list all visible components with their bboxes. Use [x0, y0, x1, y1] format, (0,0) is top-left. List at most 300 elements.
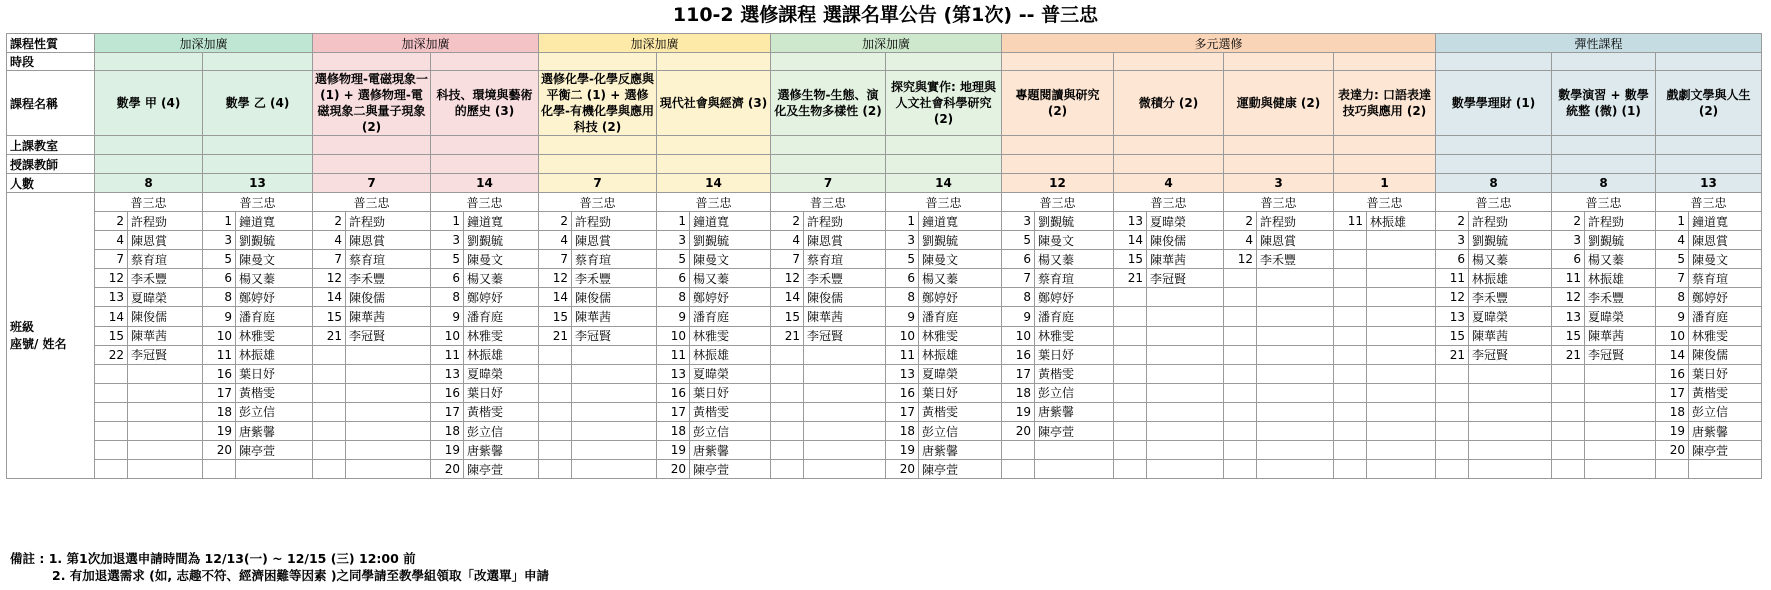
- seat-number: 15: [1436, 326, 1469, 345]
- room-cell: [95, 136, 203, 155]
- seat-number: 6: [1552, 250, 1585, 269]
- seat-number: [1114, 422, 1147, 441]
- student-name: 蔡育瑄: [1689, 269, 1762, 288]
- student-name: 葉日妤: [236, 364, 313, 383]
- class-label: 普三忠: [539, 193, 657, 212]
- student-name: 陳亭萱: [1689, 441, 1762, 460]
- seat-number: 1: [203, 212, 236, 231]
- seat-number: 8: [203, 288, 236, 307]
- table-row: [7, 460, 1762, 479]
- student-name: 陳曼文: [1035, 231, 1114, 250]
- student-name: [128, 460, 203, 479]
- student-name: 劉覲毓: [1585, 231, 1656, 250]
- student-name: 劉覲毓: [919, 231, 1002, 250]
- class-label: 普三忠: [203, 193, 313, 212]
- seat-number: [1334, 441, 1367, 460]
- student-name: [1147, 345, 1224, 364]
- seat-number: 16: [203, 364, 236, 383]
- student-name: [804, 402, 886, 421]
- student-name: [1585, 364, 1656, 383]
- student-count: 7: [313, 174, 431, 193]
- student-name: [1367, 441, 1436, 460]
- student-name: 林振雄: [690, 345, 771, 364]
- seat-number: 13: [431, 364, 464, 383]
- student-name: 林雅雯: [1035, 326, 1114, 345]
- seat-number: [313, 383, 346, 402]
- seat-number: 2: [1436, 212, 1469, 231]
- course-name: 選修化學-化學反應與平衡二 (1) + 選修化學-有機化學與應用科技 (2): [539, 71, 657, 136]
- student-name: [1035, 441, 1114, 460]
- student-name: [804, 345, 886, 364]
- student-name: 黃楷雯: [1689, 383, 1762, 402]
- student-name: [1367, 364, 1436, 383]
- student-name: 陳華茜: [1585, 326, 1656, 345]
- student-name: [1257, 383, 1334, 402]
- room-cell: [1552, 136, 1656, 155]
- room-cell: [1224, 136, 1334, 155]
- row-header-teacher: 授課教師: [7, 155, 95, 174]
- room-cell: [313, 136, 431, 155]
- seat-number: 3: [1002, 212, 1035, 231]
- student-name: [1147, 422, 1224, 441]
- class-label: 普三忠: [886, 193, 1002, 212]
- class-label: 普三忠: [1552, 193, 1656, 212]
- seat-number: 21: [313, 326, 346, 345]
- student-name: 黃楷雯: [919, 402, 1002, 421]
- seat-number: [1334, 231, 1367, 250]
- teacher-cell: [1436, 155, 1552, 174]
- student-name: 鄭婷妤: [919, 288, 1002, 307]
- period-cell: [95, 53, 203, 71]
- student-name: 李禾豐: [346, 269, 431, 288]
- student-name: [346, 364, 431, 383]
- student-name: 潘育庭: [690, 307, 771, 326]
- student-name: [572, 422, 657, 441]
- seat-number: [1436, 460, 1469, 479]
- student-name: [1147, 326, 1224, 345]
- seat-number: 21: [539, 326, 572, 345]
- course-name: 運動與健康 (2): [1224, 71, 1334, 136]
- student-name: 鐘道寬: [236, 212, 313, 231]
- seat-number: 20: [203, 441, 236, 460]
- seat-number: 12: [1436, 288, 1469, 307]
- seat-number: [1436, 364, 1469, 383]
- student-name: 潘育庭: [464, 307, 539, 326]
- seat-number: 17: [203, 383, 236, 402]
- seat-number: 17: [657, 402, 690, 421]
- seat-number: 16: [431, 383, 464, 402]
- course-name: 科技、環境與藝術的歷史 (3): [431, 71, 539, 136]
- course-name: 選修生物-生態、演化及生物多樣性 (2): [771, 71, 886, 136]
- student-name: 潘育庭: [919, 307, 1002, 326]
- student-name: 黃楷雯: [464, 402, 539, 421]
- seat-number: 11: [203, 345, 236, 364]
- course-category: 彈性課程: [1436, 34, 1762, 53]
- seat-number: 12: [313, 269, 346, 288]
- student-name: 陳俊儒: [804, 288, 886, 307]
- student-name: [1147, 402, 1224, 421]
- seat-number: 9: [203, 307, 236, 326]
- student-count: 7: [771, 174, 886, 193]
- student-name: 陳恩賞: [1689, 231, 1762, 250]
- student-name: 李禾豐: [804, 269, 886, 288]
- seat-number: 18: [203, 402, 236, 421]
- student-count: 8: [1436, 174, 1552, 193]
- student-count: 13: [203, 174, 313, 193]
- course-name: 戲劇文學與人生 (2): [1656, 71, 1762, 136]
- student-name: [1147, 460, 1224, 479]
- seat-number: 14: [771, 288, 804, 307]
- seat-number: [313, 402, 346, 421]
- seat-number: 4: [95, 231, 128, 250]
- teacher-cell: [1224, 155, 1334, 174]
- student-name: 劉覲毓: [236, 231, 313, 250]
- student-name: [1035, 460, 1114, 479]
- seat-number: [313, 364, 346, 383]
- student-name: [1367, 422, 1436, 441]
- page-title: 110-2 選修課程 選課名單公告 (第1次) -- 普三忠: [672, 4, 1099, 26]
- student-name: [804, 364, 886, 383]
- seat-number: 4: [771, 231, 804, 250]
- seat-number: [1552, 441, 1585, 460]
- seat-number: 8: [886, 288, 919, 307]
- seat-number: 20: [1002, 422, 1035, 441]
- seat-number: 14: [539, 288, 572, 307]
- row-header-students: 班級 座號/ 姓名: [7, 193, 95, 479]
- course-category: 多元選修: [1002, 34, 1436, 53]
- seat-number: 19: [1656, 422, 1689, 441]
- seat-number: 20: [657, 460, 690, 479]
- student-name: 潘育庭: [1689, 307, 1762, 326]
- student-name: 陳恩賞: [1257, 231, 1334, 250]
- student-name: 李冠賢: [1585, 345, 1656, 364]
- student-name: [572, 345, 657, 364]
- student-name: 黃楷雯: [1035, 364, 1114, 383]
- seat-number: [539, 383, 572, 402]
- student-name: 李冠賢: [346, 326, 431, 345]
- seat-number: 1: [1656, 212, 1689, 231]
- student-count: 14: [431, 174, 539, 193]
- seat-number: [539, 460, 572, 479]
- student-name: [1367, 345, 1436, 364]
- seat-number: [1436, 441, 1469, 460]
- seat-number: 9: [431, 307, 464, 326]
- student-name: [1367, 269, 1436, 288]
- student-name: 彭立信: [236, 402, 313, 421]
- seat-number: 12: [771, 269, 804, 288]
- period-cell: [886, 53, 1002, 71]
- seat-number: [313, 422, 346, 441]
- seat-number: [95, 402, 128, 421]
- student-name: [346, 422, 431, 441]
- row-header-count: 人數: [7, 174, 95, 193]
- seat-number: [1114, 383, 1147, 402]
- note-line-1: 備註 : 1. 第1次加退選申請時間為 12/13(一) ~ 12/15 (三) 12:00 前: [10, 551, 416, 566]
- student-name: 葉日妤: [690, 383, 771, 402]
- room-cell: [886, 136, 1002, 155]
- period-cell: [313, 53, 431, 71]
- student-name: 彭立信: [690, 422, 771, 441]
- student-name: 陳恩賞: [346, 231, 431, 250]
- student-name: 蔡育瑄: [1035, 269, 1114, 288]
- class-label: 普三忠: [1436, 193, 1552, 212]
- student-name: 李冠賢: [128, 345, 203, 364]
- seat-number: [1114, 288, 1147, 307]
- seat-number: 11: [1552, 269, 1585, 288]
- student-name: 蔡育瑄: [804, 250, 886, 269]
- student-name: [572, 402, 657, 421]
- student-name: 林振雄: [1469, 269, 1552, 288]
- seat-number: 14: [1656, 345, 1689, 364]
- seat-number: [1656, 460, 1689, 479]
- student-name: 蔡育瑄: [572, 250, 657, 269]
- seat-number: 17: [1656, 383, 1689, 402]
- seat-number: 10: [1002, 326, 1035, 345]
- seat-number: 19: [886, 441, 919, 460]
- seat-number: [771, 402, 804, 421]
- student-name: [1257, 441, 1334, 460]
- student-name: 陳恩賞: [804, 231, 886, 250]
- teacher-cell: [1002, 155, 1114, 174]
- student-name: 陳華茜: [804, 307, 886, 326]
- student-name: [572, 364, 657, 383]
- seat-number: 13: [1114, 212, 1147, 231]
- seat-number: 15: [95, 326, 128, 345]
- seat-number: 11: [1334, 212, 1367, 231]
- student-name: [1585, 402, 1656, 421]
- seat-number: 8: [657, 288, 690, 307]
- student-name: 鄭婷妤: [236, 288, 313, 307]
- seat-number: [1224, 345, 1257, 364]
- seat-number: [1224, 422, 1257, 441]
- seat-number: 13: [657, 364, 690, 383]
- student-name: 林振雄: [919, 345, 1002, 364]
- seat-number: 9: [1002, 307, 1035, 326]
- seat-number: [771, 364, 804, 383]
- student-name: 林雅雯: [1689, 326, 1762, 345]
- student-name: 陳俊儒: [346, 288, 431, 307]
- notes: [10, 550, 549, 584]
- seat-number: 18: [1002, 383, 1035, 402]
- class-label: 普三忠: [1114, 193, 1224, 212]
- seat-number: 10: [1656, 326, 1689, 345]
- student-name: 陳恩賞: [572, 231, 657, 250]
- student-name: 彭立信: [919, 422, 1002, 441]
- student-name: 陳華茜: [1147, 250, 1224, 269]
- student-name: 夏暐榮: [919, 364, 1002, 383]
- student-name: 蔡育瑄: [128, 250, 203, 269]
- seat-number: 2: [1224, 212, 1257, 231]
- seat-number: [313, 441, 346, 460]
- student-name: 鐘道寬: [919, 212, 1002, 231]
- seat-number: 19: [431, 441, 464, 460]
- student-name: [1257, 288, 1334, 307]
- seat-number: [771, 460, 804, 479]
- seat-number: 3: [1436, 231, 1469, 250]
- seat-number: [203, 460, 236, 479]
- seat-number: [1114, 345, 1147, 364]
- seat-number: [1114, 441, 1147, 460]
- student-name: [1257, 345, 1334, 364]
- student-name: 許程勁: [1585, 212, 1656, 231]
- seat-number: [1334, 422, 1367, 441]
- student-name: 劉覲毓: [1469, 231, 1552, 250]
- student-name: 蔡育瑄: [346, 250, 431, 269]
- seat-number: [1224, 460, 1257, 479]
- seat-number: [1224, 402, 1257, 421]
- seat-number: 12: [539, 269, 572, 288]
- student-name: 唐紫馨: [919, 441, 1002, 460]
- student-name: 唐紫馨: [1689, 422, 1762, 441]
- student-name: [1257, 402, 1334, 421]
- seat-number: [1334, 288, 1367, 307]
- seat-number: 7: [1656, 269, 1689, 288]
- student-name: 李禾豐: [1585, 288, 1656, 307]
- seat-number: 8: [1656, 288, 1689, 307]
- student-name: [128, 422, 203, 441]
- student-name: [1367, 460, 1436, 479]
- student-name: [1469, 364, 1552, 383]
- course-category: 加深加廣: [95, 34, 313, 53]
- student-name: 陳俊儒: [1147, 231, 1224, 250]
- seat-number: 18: [886, 422, 919, 441]
- seat-number: 21: [771, 326, 804, 345]
- seat-number: 21: [1436, 345, 1469, 364]
- seat-number: [95, 364, 128, 383]
- student-name: 許程勁: [346, 212, 431, 231]
- teacher-cell: [771, 155, 886, 174]
- period-cell: [1656, 53, 1762, 71]
- seat-number: 2: [95, 212, 128, 231]
- seat-number: [313, 345, 346, 364]
- student-name: [1689, 460, 1762, 479]
- student-name: [1469, 441, 1552, 460]
- student-name: 陳曼文: [1689, 250, 1762, 269]
- seat-number: 6: [203, 269, 236, 288]
- table-row: [7, 288, 1762, 307]
- student-name: 鄭婷妤: [690, 288, 771, 307]
- student-name: 李禾豐: [1469, 288, 1552, 307]
- teacher-cell: [1656, 155, 1762, 174]
- note-line-2: 2. 有加退選需求 (如, 志趣不符、經濟困難等因素 )之同學請至教學組領取「改選單」申請: [52, 568, 550, 583]
- student-name: [1367, 402, 1436, 421]
- seat-number: 14: [1114, 231, 1147, 250]
- seat-number: 3: [203, 231, 236, 250]
- student-name: 葉日妤: [1689, 364, 1762, 383]
- course-name: 選修物理-電磁現象一 (1) + 選修物理-電磁現象二與量子現象 (2): [313, 71, 431, 136]
- table-row: [7, 307, 1762, 326]
- student-name: 陳華茜: [346, 307, 431, 326]
- seat-number: [1334, 250, 1367, 269]
- student-name: 葉日妤: [1035, 345, 1114, 364]
- class-label: 普三忠: [431, 193, 539, 212]
- seat-number: 2: [539, 212, 572, 231]
- student-name: 林振雄: [236, 345, 313, 364]
- seat-number: 15: [313, 307, 346, 326]
- table-row: [7, 383, 1762, 402]
- seat-number: 6: [886, 269, 919, 288]
- student-name: 葉日妤: [919, 383, 1002, 402]
- seat-number: 7: [771, 250, 804, 269]
- student-name: 鐘道寬: [690, 212, 771, 231]
- table-row: [7, 231, 1762, 250]
- seat-number: [1334, 364, 1367, 383]
- student-name: 陳華茜: [572, 307, 657, 326]
- seat-number: [771, 422, 804, 441]
- seat-number: 16: [657, 383, 690, 402]
- period-cell: [657, 53, 771, 71]
- student-name: 唐紫馨: [236, 422, 313, 441]
- student-name: [128, 364, 203, 383]
- course-name: 探究與實作: 地理與人文社會科學研究 (2): [886, 71, 1002, 136]
- course-category: 加深加廣: [539, 34, 771, 53]
- seat-number: [1224, 307, 1257, 326]
- class-label: 普三忠: [1656, 193, 1762, 212]
- student-name: [1367, 250, 1436, 269]
- seat-number: 18: [431, 422, 464, 441]
- seat-number: 12: [1224, 250, 1257, 269]
- student-name: 李冠賢: [804, 326, 886, 345]
- seat-number: 6: [1002, 250, 1035, 269]
- seat-number: 21: [1552, 345, 1585, 364]
- student-name: [1585, 441, 1656, 460]
- student-name: 陳俊儒: [128, 307, 203, 326]
- seat-number: [539, 364, 572, 383]
- seat-number: 3: [886, 231, 919, 250]
- seat-number: [1334, 460, 1367, 479]
- seat-number: [1114, 307, 1147, 326]
- student-name: [572, 460, 657, 479]
- seat-number: 15: [1114, 250, 1147, 269]
- student-count: 3: [1224, 174, 1334, 193]
- seat-number: [771, 383, 804, 402]
- table-row: [7, 250, 1762, 269]
- student-name: [236, 460, 313, 479]
- student-name: [128, 441, 203, 460]
- seat-number: 2: [771, 212, 804, 231]
- student-count: 13: [1656, 174, 1762, 193]
- teacher-cell: [431, 155, 539, 174]
- teacher-cell: [203, 155, 313, 174]
- seat-number: 11: [886, 345, 919, 364]
- seat-number: [1114, 402, 1147, 421]
- seat-number: [1224, 364, 1257, 383]
- seat-number: [1114, 460, 1147, 479]
- seat-number: [1002, 460, 1035, 479]
- student-name: 陳曼文: [464, 250, 539, 269]
- seat-number: 20: [431, 460, 464, 479]
- seat-number: [539, 441, 572, 460]
- student-name: [1257, 307, 1334, 326]
- row-header-category: 課程性質: [7, 34, 95, 53]
- seat-number: 3: [1552, 231, 1585, 250]
- period-cell: [203, 53, 313, 71]
- course-category: 加深加廣: [771, 34, 1002, 53]
- class-label: 普三忠: [771, 193, 886, 212]
- student-name: 許程勁: [128, 212, 203, 231]
- student-name: [1147, 307, 1224, 326]
- student-name: [1585, 422, 1656, 441]
- student-name: 許程勁: [1469, 212, 1552, 231]
- room-cell: [1656, 136, 1762, 155]
- student-name: [1257, 364, 1334, 383]
- teacher-cell: [1114, 155, 1224, 174]
- seat-number: [95, 383, 128, 402]
- seat-number: [1552, 364, 1585, 383]
- seat-number: 7: [313, 250, 346, 269]
- student-name: 陳亭萱: [464, 460, 539, 479]
- student-name: 鐘道寬: [1689, 212, 1762, 231]
